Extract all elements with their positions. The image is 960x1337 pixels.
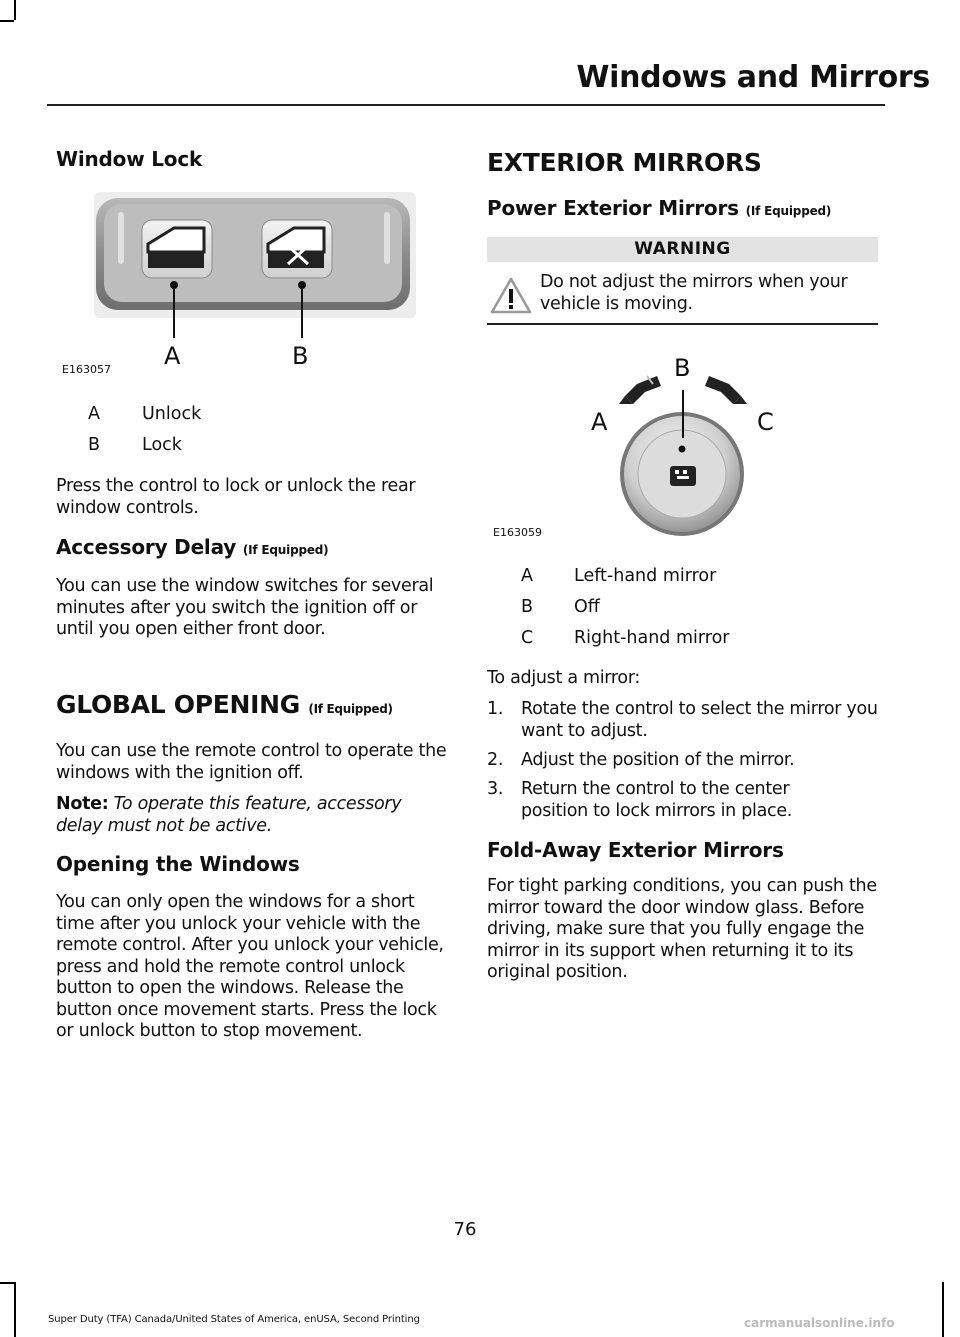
warning-label: WARNING bbox=[487, 237, 878, 262]
legend-value: Unlock bbox=[142, 404, 202, 424]
step-text: Rotate the control to select the mirror you want to adjust. bbox=[521, 699, 878, 741]
crop-mark bbox=[14, 1282, 16, 1337]
global-opening-heading bbox=[56, 690, 393, 719]
global-opening-title: GLOBAL OPENING bbox=[56, 690, 300, 719]
legend-value: Lock bbox=[142, 435, 182, 455]
power-mirrors-heading bbox=[487, 196, 831, 220]
accessory-delay-title: Accessory Delay bbox=[56, 535, 237, 559]
figure-label-a: A bbox=[591, 408, 608, 436]
exterior-mirrors-heading: EXTERIOR MIRRORS bbox=[487, 148, 762, 177]
footer-note: Super Duty (TFA) Canada/United States of America, enUSA, Second Printing bbox=[48, 1314, 420, 1325]
legend-value: Left-hand mirror bbox=[574, 566, 717, 586]
step-number: 1. bbox=[487, 699, 504, 719]
figure-label-c: C bbox=[757, 408, 774, 436]
unlock-button-icon bbox=[142, 220, 212, 278]
if-equipped-tag: (If Equipped) bbox=[745, 204, 832, 218]
window-lock-body: Press the control to lock or unlock the rear window controls. bbox=[56, 476, 416, 518]
accessory-delay-heading bbox=[56, 535, 328, 559]
opening-windows-body: You can only open the windows for a short time after you unlock your vehicle with the remote control. After you unlock your vehicle, press and hold the remote control unlock button to open the windows. Release the button once movement starts. Press the lock or unlock button to stop movement. bbox=[56, 892, 444, 1041]
fold-away-heading: Fold-Away Exterior Mirrors bbox=[487, 838, 784, 862]
window-lock-switch-illustration bbox=[56, 190, 416, 380]
mirror-adjust-icon bbox=[670, 466, 696, 486]
legend-key: A bbox=[88, 404, 100, 424]
if-equipped-tag: (If Equipped) bbox=[242, 543, 329, 557]
figure-id: E163057 bbox=[62, 363, 111, 376]
figure-label-a: A bbox=[164, 342, 181, 370]
fold-away-body: For tight parking conditions, you can push the mirror toward the door window glass. Before driving, make sure that you fully engage the mirror in its support when returning it to its original position. bbox=[487, 876, 877, 982]
list-item bbox=[487, 750, 879, 772]
legend-value: Right-hand mirror bbox=[574, 628, 730, 648]
if-equipped-tag: (If Equipped) bbox=[308, 702, 393, 716]
warning-text: Do not adjust the mirrors when your vehicle is moving. bbox=[540, 272, 848, 314]
window-lock-heading: Window Lock bbox=[56, 147, 203, 171]
header-divider bbox=[47, 104, 885, 106]
mirror-control-illustration bbox=[487, 354, 879, 544]
figure-label-b: B bbox=[292, 342, 309, 370]
window-lock-figure bbox=[56, 190, 416, 380]
global-opening-body: You can use the remote control to operate the windows with the ignition off. bbox=[56, 741, 447, 783]
legend-key: B bbox=[521, 597, 534, 617]
step-text: Return the control to the center position to lock mirrors in place. bbox=[521, 779, 793, 821]
page-header-title: Windows and Mirrors bbox=[576, 60, 930, 95]
adjust-intro: To adjust a mirror: bbox=[487, 668, 640, 688]
crop-mark bbox=[0, 20, 14, 22]
figure-label-b: B bbox=[674, 354, 691, 382]
left-arrow-icon bbox=[619, 376, 661, 404]
global-opening-note bbox=[56, 794, 448, 837]
legend-value: Off bbox=[574, 597, 600, 617]
legend-key: B bbox=[88, 435, 101, 455]
step-number: 2. bbox=[487, 750, 504, 770]
figure-id: E163059 bbox=[493, 526, 542, 539]
mirror-control-figure bbox=[487, 354, 879, 544]
warning-bottom-rule bbox=[487, 323, 878, 325]
watermark: carmanualsonline.info bbox=[744, 1316, 895, 1330]
crop-mark bbox=[14, 0, 16, 20]
lock-button-icon bbox=[262, 220, 332, 278]
legend-key: C bbox=[521, 628, 534, 648]
crop-mark bbox=[0, 1282, 14, 1284]
list-item bbox=[487, 779, 879, 823]
list-item bbox=[487, 699, 879, 743]
note-label: Note: bbox=[56, 794, 109, 814]
accessory-delay-body: You can use the window switches for several minutes after you switch the ignition off or until you open either front door. bbox=[56, 576, 434, 639]
step-text: Adjust the position of the mirror. bbox=[521, 750, 795, 770]
warning-icon bbox=[489, 276, 533, 316]
step-number: 3. bbox=[487, 779, 504, 799]
power-mirrors-title: Power Exterior Mirrors bbox=[487, 196, 739, 220]
opening-windows-heading: Opening the Windows bbox=[56, 852, 300, 876]
page-number: 76 bbox=[453, 1219, 477, 1240]
legend-key: A bbox=[521, 566, 533, 586]
crop-mark bbox=[942, 1282, 944, 1337]
right-arrow-icon bbox=[705, 376, 747, 404]
note-text: To operate this feature, accessory delay must not be active. bbox=[56, 794, 402, 836]
